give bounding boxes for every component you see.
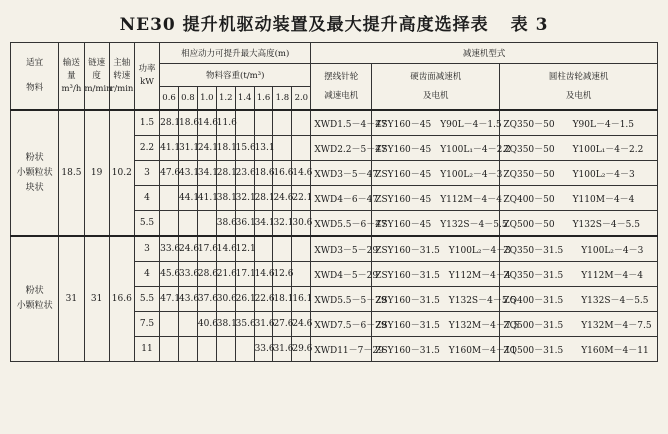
height-cell xyxy=(292,110,311,136)
header-reducer-group: 减速机型式 xyxy=(311,43,658,64)
height-cell: 30.6 xyxy=(216,287,235,312)
shaft-speed-cell: 16.6 xyxy=(109,236,134,362)
height-cell: 26.1 xyxy=(235,287,254,312)
cylindrical-model-cell: ZQ400－31.5 Y132S－4－5.5 xyxy=(500,287,658,312)
hard-gear-model-cell: ZSY160－31.5 Y112M－4－4 xyxy=(372,262,500,287)
height-cell: 13.1 xyxy=(254,136,273,161)
height-cell: 18.1 xyxy=(216,136,235,161)
height-cell: 23.6 xyxy=(235,161,254,186)
power-cell: 3 xyxy=(134,161,159,186)
density-0.6: 0.6 xyxy=(160,87,179,111)
height-cell: 47.1 xyxy=(160,287,179,312)
height-cell: 21.6 xyxy=(216,262,235,287)
cylindrical-model-cell: ZQ350－31.5 Y112M－4－4 xyxy=(500,262,658,287)
height-cell: 31.6 xyxy=(273,337,292,362)
height-cell xyxy=(197,211,216,237)
cycloid-model-cell: XWD3－5－29 xyxy=(311,236,372,262)
height-cell: 40.6 xyxy=(197,312,216,337)
power-cell: 5.5 xyxy=(134,287,159,312)
title-text: NE30 提升机驱动装置及最大提升高度选择表 xyxy=(119,15,489,35)
cycloid-model-cell: XWD3－5－47 xyxy=(311,161,372,186)
density-1.2: 1.2 xyxy=(216,87,235,111)
height-cell: 33.6 xyxy=(160,236,179,262)
header-hard-gear: 硬齿面减速机 及电机 xyxy=(372,64,500,111)
height-cell: 31.1 xyxy=(179,136,198,161)
height-cell: 38.6 xyxy=(216,211,235,237)
height-cell: 28.1 xyxy=(160,110,179,136)
header-shaft-speed: 主轴 转速 r/min xyxy=(109,43,134,111)
table-title xyxy=(0,10,668,35)
header-chain-speed: 链速 度 m/min xyxy=(84,43,109,111)
height-cell: 24.6 xyxy=(292,312,311,337)
density-1.6: 1.6 xyxy=(254,87,273,111)
cycloid-model-cell: XWD4－6－47 xyxy=(311,186,372,211)
height-cell: 16.1 xyxy=(292,287,311,312)
height-cell xyxy=(273,236,292,262)
height-cell: 34.1 xyxy=(197,161,216,186)
height-cell xyxy=(160,337,179,362)
height-cell: 32.1 xyxy=(235,186,254,211)
height-cell: 22.1 xyxy=(292,186,311,211)
height-cell: 29.6 xyxy=(292,337,311,362)
density-1.4: 1.4 xyxy=(235,87,254,111)
cycloid-model-cell: XWD7.5－6－29 xyxy=(311,312,372,337)
height-cell: 43.1 xyxy=(179,161,198,186)
height-cell: 35.6 xyxy=(235,312,254,337)
height-cell: 33.6 xyxy=(254,337,273,362)
hard-gear-model-cell: ZSY160－31.5 Y132S－4－5.5 xyxy=(372,287,500,312)
header-density: 物料容重(t/m³) xyxy=(160,64,311,87)
density-0.8: 0.8 xyxy=(179,87,198,111)
height-cell: 36.1 xyxy=(235,211,254,237)
height-cell xyxy=(254,236,273,262)
cylindrical-model-cell: ZQ350－31.5 Y100L₂－4－3 xyxy=(500,236,658,262)
power-cell: 2.2 xyxy=(134,136,159,161)
capacity-cell: 18.5 xyxy=(59,110,84,236)
height-cell: 43.6 xyxy=(179,287,198,312)
cycloid-model-cell: XWD1.5－4－47 xyxy=(311,110,372,136)
hard-gear-model-cell: ZSY160－45 Y90L－4－1.5 xyxy=(372,110,500,136)
height-cell: 18.6 xyxy=(179,110,198,136)
height-cell: 24.6 xyxy=(273,186,292,211)
table-row xyxy=(11,110,658,136)
hard-gear-model-cell: ZSY160－45 Y132S－4－5.5 xyxy=(372,211,500,237)
height-cell xyxy=(216,337,235,362)
power-cell: 3 xyxy=(134,236,159,262)
height-cell xyxy=(160,312,179,337)
height-cell: 47.6 xyxy=(160,161,179,186)
header-cylindrical: 圆柱齿轮减速机 及电机 xyxy=(500,64,658,111)
chain-speed-cell: 31 xyxy=(84,236,109,362)
height-cell: 18.6 xyxy=(254,161,273,186)
cycloid-model-cell: XWD11－7－29 xyxy=(311,337,372,362)
table-number: 表 3 xyxy=(510,15,549,35)
cylindrical-model-cell: ZQ500－31.5 Y160M－4－11 xyxy=(500,337,658,362)
power-cell: 1.5 xyxy=(134,110,159,136)
header-material: 适宜 物料 xyxy=(11,43,59,111)
density-1.0: 1.0 xyxy=(197,87,216,111)
chain-speed-cell: 19 xyxy=(84,110,109,236)
density-1.8: 1.8 xyxy=(273,87,292,111)
height-cell: 31.6 xyxy=(254,312,273,337)
height-cell: 11.6 xyxy=(216,110,235,136)
height-cell: 24.1 xyxy=(197,136,216,161)
hard-gear-model-cell: ZSY160－45 Y100L₁－4－2.2 xyxy=(372,136,500,161)
height-cell: 17.6 xyxy=(197,236,216,262)
height-cell: 15.6 xyxy=(235,136,254,161)
height-cell: 38.1 xyxy=(216,312,235,337)
height-cell: 17.1 xyxy=(235,262,254,287)
hard-gear-model-cell: ZSY160－45 Y100L₂－4－3 xyxy=(372,161,500,186)
height-cell: 14.6 xyxy=(254,262,273,287)
selection-table xyxy=(10,42,658,362)
cylindrical-model-cell: ZQ500－31.5 Y132M－4－7.5 xyxy=(500,312,658,337)
header-capacity: 输送 量 m³/h xyxy=(59,43,84,111)
height-cell xyxy=(273,136,292,161)
hard-gear-model-cell: ZSY160－31.5 Y160M－4－11 xyxy=(372,337,500,362)
height-cell: 45.6 xyxy=(160,262,179,287)
height-cell xyxy=(235,110,254,136)
hard-gear-model-cell: ZSY160－31.5 Y100L₂－4－3 xyxy=(372,236,500,262)
table-body xyxy=(11,110,658,362)
cylindrical-model-cell: ZQ400－50 Y110M－4－4 xyxy=(500,186,658,211)
height-cell: 12.1 xyxy=(235,236,254,262)
height-cell xyxy=(160,186,179,211)
height-cell: 14.6 xyxy=(197,110,216,136)
hard-gear-model-cell: ZSY160－31.5 Y132M－4－7.5 xyxy=(372,312,500,337)
power-cell: 11 xyxy=(134,337,159,362)
header-cycloid: 摆线针轮 减速电机 xyxy=(311,64,372,111)
height-cell xyxy=(179,337,198,362)
material-cell: 粉状 小颗粒状 xyxy=(11,236,59,362)
cycloid-model-cell: XWD5.5－6－47 xyxy=(311,211,372,237)
height-cell: 16.6 xyxy=(273,161,292,186)
material-cell: 粉状 小颗粒状 块状 xyxy=(11,110,59,236)
height-cell: 33.6 xyxy=(179,262,198,287)
height-cell xyxy=(197,337,216,362)
height-cell: 28.1 xyxy=(216,161,235,186)
cylindrical-model-cell: ZQ350－50 Y100L₂－4－3 xyxy=(500,161,658,186)
header-power: 功率 kW xyxy=(134,43,159,111)
height-cell: 27.6 xyxy=(273,312,292,337)
height-cell: 41.1 xyxy=(197,186,216,211)
height-cell: 14.6 xyxy=(216,236,235,262)
height-cell: 32.1 xyxy=(273,211,292,237)
height-cell: 22.6 xyxy=(254,287,273,312)
height-cell xyxy=(160,211,179,237)
header-height-group: 相应动力可提升最大高度(m) xyxy=(160,43,311,64)
hard-gear-model-cell: ZSY160－45 Y112M－4－4 xyxy=(372,186,500,211)
cycloid-model-cell: XWD2.2－5－47 xyxy=(311,136,372,161)
table-row xyxy=(11,236,658,262)
power-cell: 4 xyxy=(134,262,159,287)
height-cell: 38.1 xyxy=(216,186,235,211)
capacity-cell: 31 xyxy=(59,236,84,362)
power-cell: 4 xyxy=(134,186,159,211)
power-cell: 7.5 xyxy=(134,312,159,337)
height-cell: 34.1 xyxy=(254,211,273,237)
height-cell: 30.6 xyxy=(292,211,311,237)
height-cell: 44.1 xyxy=(179,186,198,211)
cycloid-model-cell: XWD4－5－29 xyxy=(311,262,372,287)
cylindrical-model-cell: ZQ350－50 Y90L－4－1.5 xyxy=(500,110,658,136)
height-cell xyxy=(179,312,198,337)
height-cell: 14.6 xyxy=(292,161,311,186)
cylindrical-model-cell: ZQ350－50 Y100L₁－4－2.2 xyxy=(500,136,658,161)
height-cell: 12.6 xyxy=(273,262,292,287)
height-cell xyxy=(292,262,311,287)
shaft-speed-cell: 10.2 xyxy=(109,110,134,236)
height-cell: 37.6 xyxy=(197,287,216,312)
height-cell: 24.6 xyxy=(179,236,198,262)
height-cell xyxy=(179,211,198,237)
height-cell: 28.6 xyxy=(197,262,216,287)
height-cell xyxy=(292,236,311,262)
height-cell xyxy=(235,337,254,362)
height-cell xyxy=(273,110,292,136)
height-cell: 41.1 xyxy=(160,136,179,161)
cylindrical-model-cell: ZQ500－50 Y132S－4－5.5 xyxy=(500,211,658,237)
height-cell: 28.1 xyxy=(254,186,273,211)
height-cell xyxy=(254,110,273,136)
cycloid-model-cell: XWD5.5－5－29 xyxy=(311,287,372,312)
height-cell: 18.1 xyxy=(273,287,292,312)
power-cell: 5.5 xyxy=(134,211,159,237)
density-2.0: 2.0 xyxy=(292,87,311,111)
height-cell xyxy=(292,136,311,161)
